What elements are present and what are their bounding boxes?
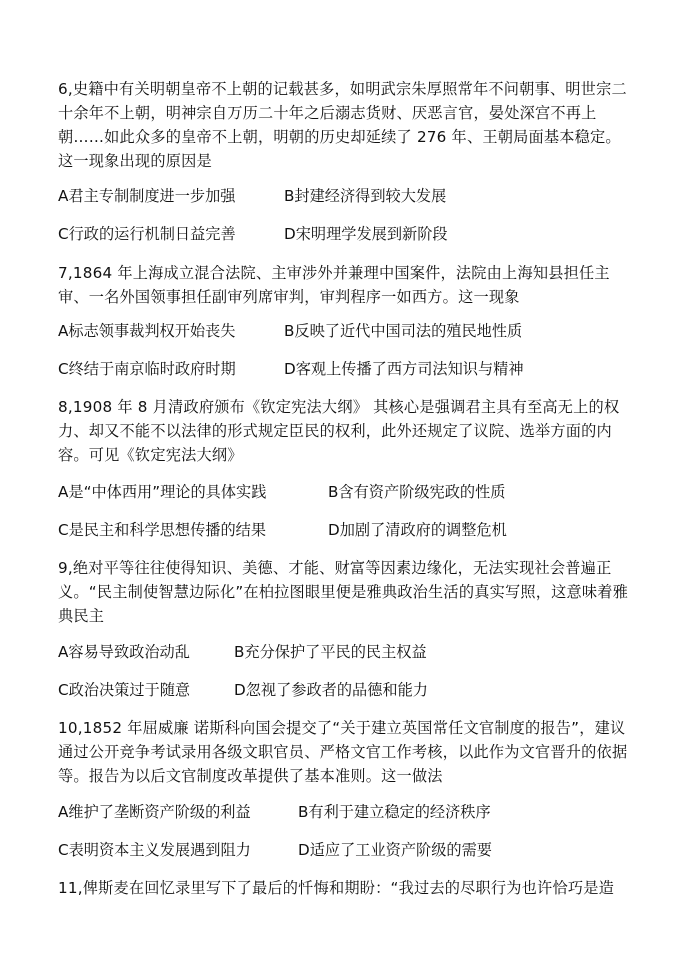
question-10-stem: 10,1852 年屈威廉 诺斯科向国会提交了“关于建立英国常任文官制度的报告”，建议通过公开竞争考试录用各级文职官员、严格文官工作考核，以此作为文官晋升的依据等。报告为以后文官制度改革提供了基本准则。这一做法 [58,719,628,785]
question-6-options-row-1 [58,184,630,208]
option-9c: C政治决策过于随意 [58,681,191,699]
option-6c: C行政的运行机制日益完善 [58,225,236,243]
question-8-options-row-2 [58,518,630,542]
option-6d: D宋明理学发展到新阶段 [284,225,448,243]
option-8a: A是“中体西用”理论的具体实践 [58,483,267,501]
option-9a: A容易导致政治动乱 [58,643,190,661]
option-10c: C表明资本主义发展遇到阻力 [58,841,251,859]
question-6-stem: 6,史籍中有关明朝皇帝不上朝的记载甚多，如明武宗朱厚照常年不问朝事、明世宗二十余年不上朝，明神宗自万历二十年之后溺志货财、厌恶言官，晏处深宫不再上朝……如此众多的皇帝不上朝，明朝的历史却延续了 276 年、王朝局面基本稳定。这一现象出现的原因是 [58,80,627,170]
option-7c: C终结于南京临时政府时期 [58,360,236,378]
option-7b: B反映了近代中国司法的殖民地性质 [284,322,523,340]
question-7-options-row-1 [58,319,630,343]
question-10-options-row-1 [58,800,630,824]
option-10a: A维护了垄断资产阶级的利益 [58,803,251,821]
option-6a: A君主专制制度进一步加强 [58,187,236,205]
option-9d: D忽视了参政者的品德和能力 [234,681,428,699]
option-8b: B含有资产阶级宪政的性质 [328,483,506,501]
option-10d: D适应了工业资产阶级的需要 [298,841,492,859]
question-11-stem: 11,俾斯麦在回忆录里写下了最后的忏悔和期盼：“我过去的尽职行为也许恰巧是造 [58,879,614,897]
question-10-options-row-2 [58,838,630,862]
question-9-options-row-1 [58,640,630,664]
question-7-options-row-2 [58,357,630,381]
option-10b: B有利于建立稳定的经济秩序 [298,803,491,821]
option-7a: A标志领事裁判权开始丧失 [58,322,236,340]
question-9-options-row-2 [58,678,630,702]
question-8-stem: 8,1908 年 8 月清政府颁布《钦定宪法大纲》 其核心是强调君主具有至高无上的权力、却又不能不以法律的形式规定臣民的权利，此外还规定了议院、选举方面的内容。可见《钦定宪法大纲》 [58,398,620,464]
option-9b: B充分保护了平民的民主权益 [234,643,427,661]
question-7-stem: 7,1864 年上海成立混合法院、主审涉外并兼理中国案件，法院由上海知县担任主审、一名外国领事担任副审列席审判，审判程序一如西方。这一现象 [58,264,610,306]
question-8-options-row-1 [58,480,630,504]
option-6b: B封建经济得到较大发展 [284,187,447,205]
option-7d: D客观上传播了西方司法知识与精神 [284,360,524,378]
question-9-stem: 9,绝对平等往往使得知识、美德、才能、财富等因素边缘化，无法实现社会普遍正义。“民主制使智慧边际化”在柏拉图眼里便是雅典政治生活的真实写照，这意味着雅典民主 [58,559,629,625]
question-6-options-row-2 [58,222,630,246]
option-8d: D加剧了清政府的调整危机 [328,521,507,539]
option-8c: C是民主和科学思想传播的结果 [58,521,267,539]
